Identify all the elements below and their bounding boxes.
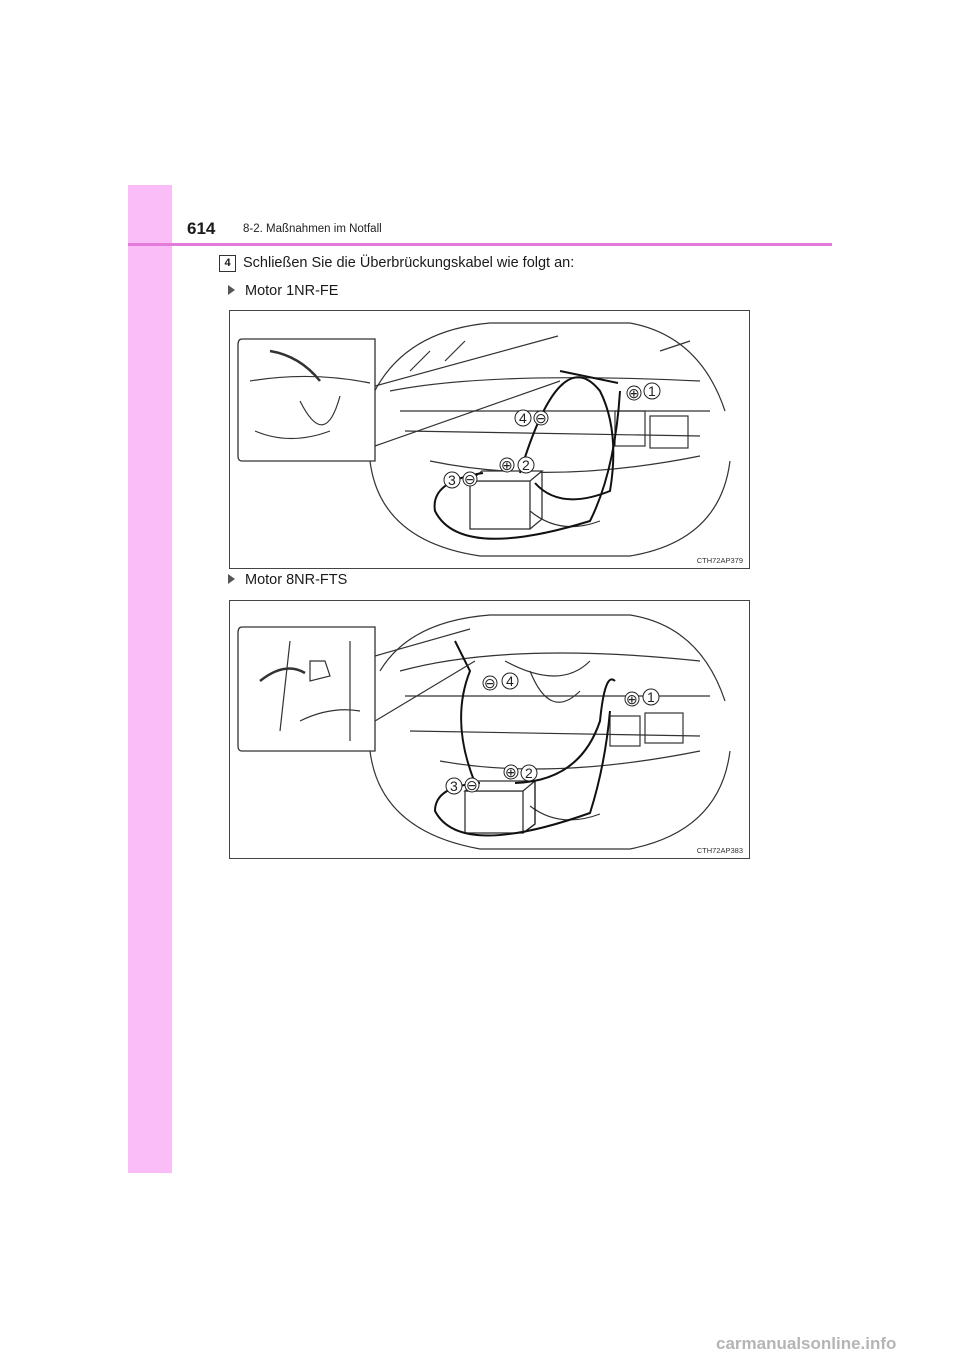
callout-2: 2 <box>522 457 530 473</box>
callout-1: 1 <box>647 689 655 705</box>
bullet-motor-2 <box>228 572 347 588</box>
plus-symbol: ⊕ <box>501 457 513 473</box>
callout-4: 4 <box>519 410 527 426</box>
figure-code: CTH72AP379 <box>696 556 743 565</box>
plus-symbol: ⊕ <box>505 764 517 780</box>
minus-symbol: ⊖ <box>535 410 547 426</box>
bullet-triangle-icon <box>228 285 235 295</box>
bullet-triangle-icon <box>228 574 235 584</box>
header-rule <box>128 243 832 246</box>
plus-symbol: ⊕ <box>628 385 640 401</box>
callout-4: 4 <box>506 673 514 689</box>
engine-bay-illustration <box>230 601 750 859</box>
minus-symbol: ⊖ <box>484 675 496 691</box>
chapter-sidebar-tab <box>128 185 172 1173</box>
callout-3: 3 <box>448 472 456 488</box>
bullet-motor-1 <box>228 283 338 299</box>
motor-label: Motor 8NR-FTS <box>245 572 348 588</box>
minus-symbol: ⊖ <box>466 777 478 793</box>
callout-1: 1 <box>648 383 656 399</box>
motor-label: Motor 1NR-FE <box>245 283 339 299</box>
callout-2: 2 <box>525 765 533 781</box>
minus-symbol: ⊖ <box>464 471 476 487</box>
page-number: 614 <box>187 219 216 238</box>
plus-symbol: ⊕ <box>626 691 638 707</box>
callout-3: 3 <box>450 778 458 794</box>
figure-engine-1nr-fe <box>229 310 750 569</box>
figure-code: CTH72AP383 <box>696 846 743 855</box>
section-title: 8-2. Maßnahmen im Notfall <box>243 223 382 235</box>
figure-engine-8nr-fts <box>229 600 750 859</box>
step-number: 4 <box>219 255 236 272</box>
engine-bay-illustration <box>230 311 750 569</box>
step-instruction: Schließen Sie die Überbrückungskabel wie folgt an: <box>243 255 575 271</box>
watermark: carmanualsonline.info <box>716 1334 897 1353</box>
